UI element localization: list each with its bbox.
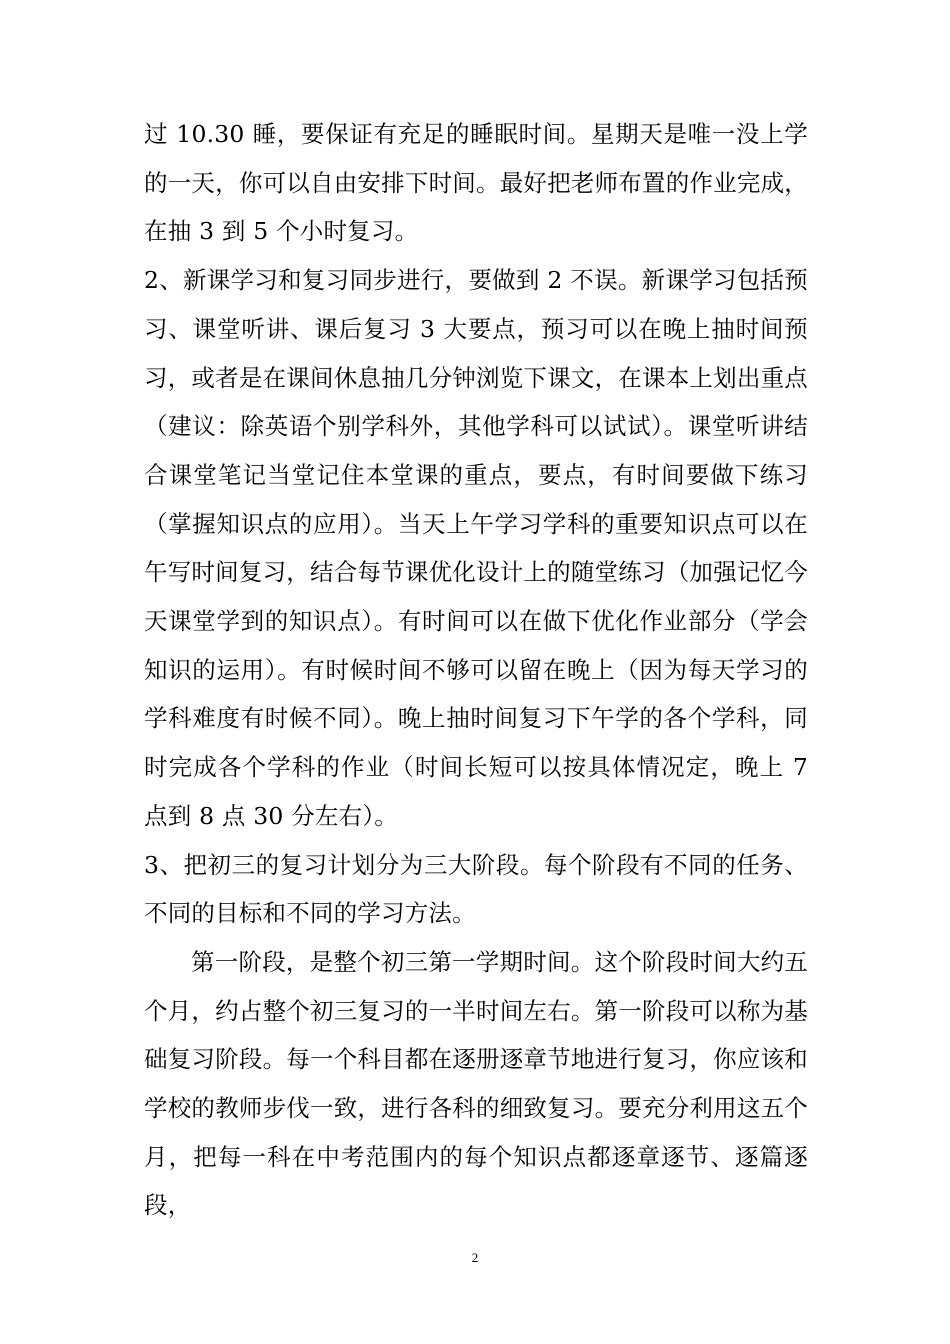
paragraph-item-2: 2、新课学习和复习同步进行，要做到 2 不误。新课学习包括预习、课堂听讲、课后复习 3 大要点，预习可以在晚上抽时间预习，或者是在课间休息抽几分钟浏览下课文，在课本上划出重点（建议：除英语个别学科外，其他学科可以试试）。课堂听讲结合课堂笔记当堂记住本堂课的重点，要点，有时间要做下练习（掌握知识点的应用）。当天上午学习学科的重要知识点可以在午写时间复习，结合每节课优化设计上的随堂练习（加强记忆今天课堂学到的知识点）。有时间可以在做下优化作业部分（学会知识的运用）。有时候时间不够可以留在晚上（因为每天学习的学科难度有时候不同）。晚上抽时间复习下午学的各个学科，同时完成各个学科的作业（时间长短可以按具体情况定，晚上 7 点到 8 点 30 分左右）。 bbox=[144, 266, 808, 830]
page-number: 2 bbox=[471, 1250, 479, 1265]
document-body bbox=[144, 110, 808, 1230]
paragraph-continuation: 过 10.30 睡，要保证有充足的睡眠时间。星期天是唯一没上学的一天，你可以自由安排下时间。最好把老师布置的作业完成，在抽 3 到 5 个小时复习。 bbox=[144, 120, 808, 246]
paragraph-item-3: 3、把初三的复习计划分为三大阶段。每个阶段有不同的任务、不同的目标和不同的学习方法。 bbox=[144, 850, 808, 928]
paragraph-stage-one: 第一阶段，是整个初三第一学期时间。这个阶段时间大约五个月，约占整个初三复习的一半时间左右。第一阶段可以称为基础复习阶段。每一个科目都在逐册逐章节地进行复习，你应该和学校的教师步伐一致，进行各科的细致复习。要充分利用这五个月，把每一科在中考范围内的每个知识点都逐章逐节、逐篇逐段， bbox=[144, 947, 808, 1220]
